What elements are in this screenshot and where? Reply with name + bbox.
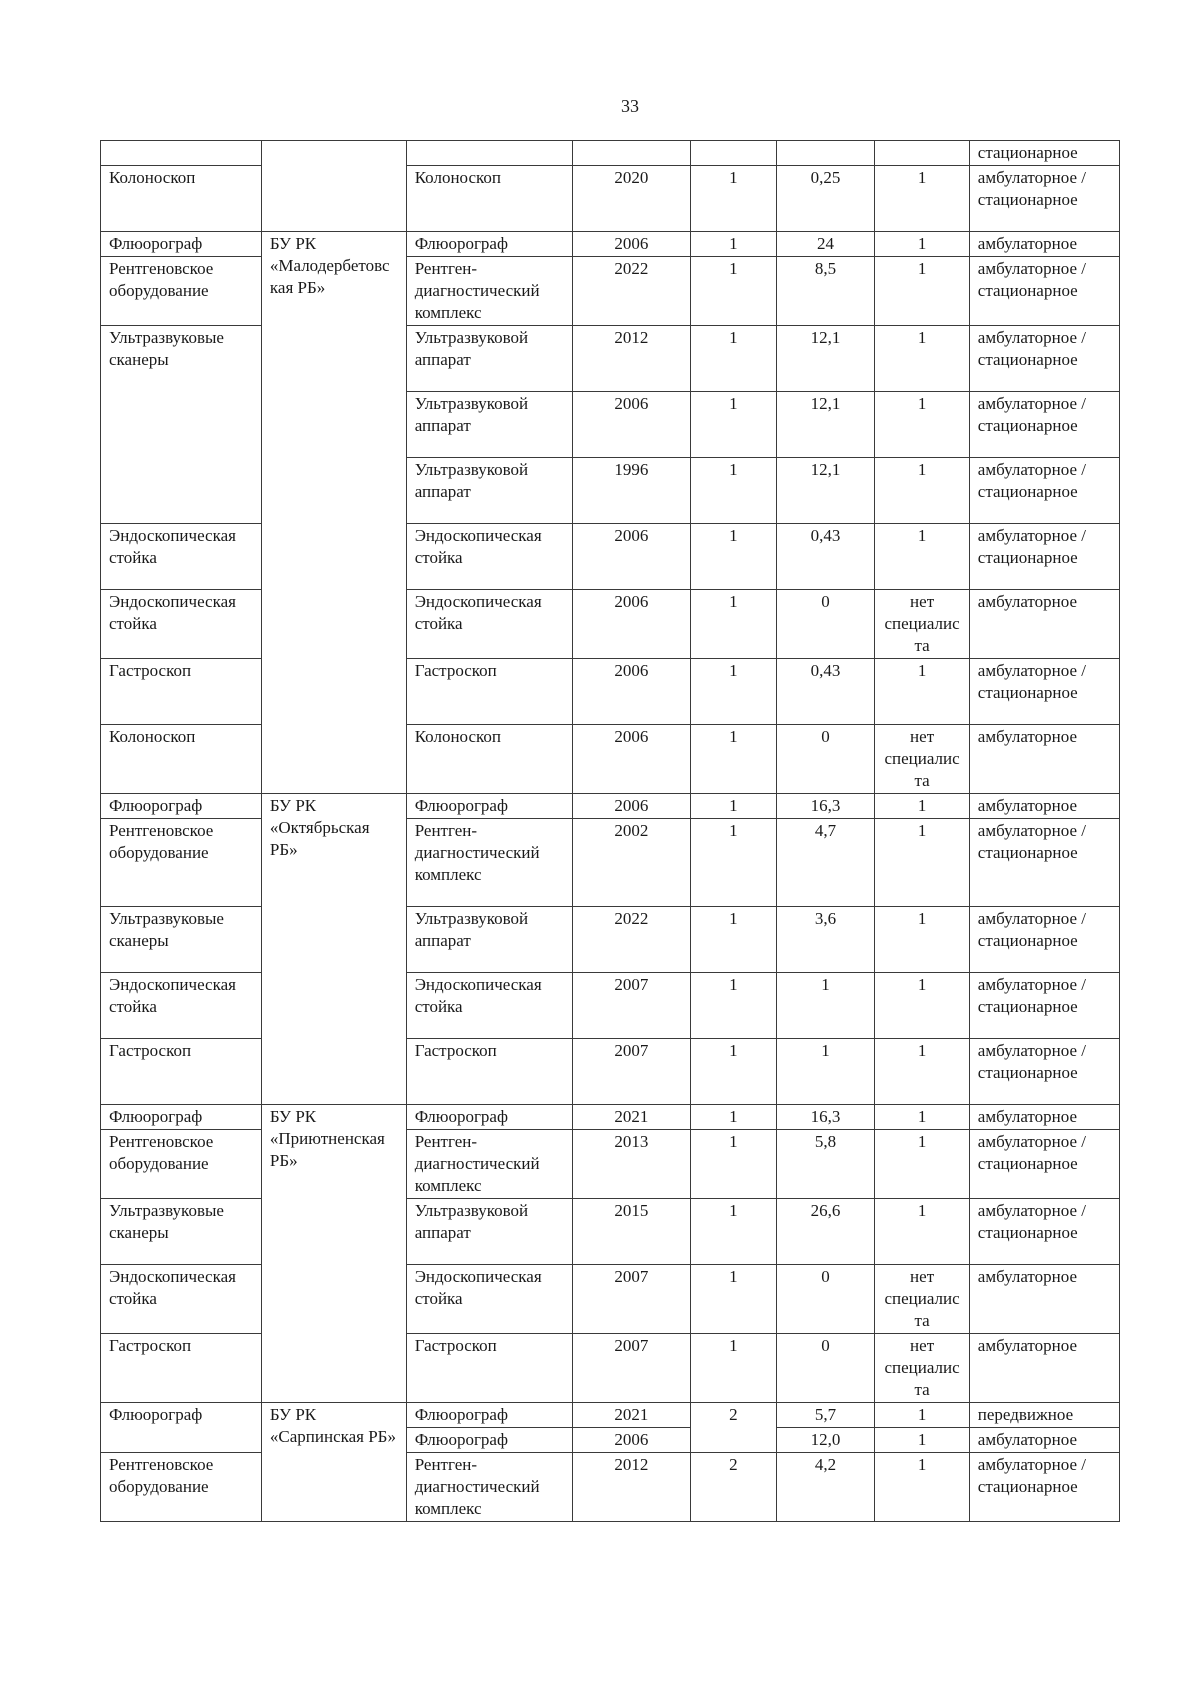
year-cell: 2006 (572, 659, 690, 725)
table-row (101, 524, 1120, 590)
load-cell: 0 (776, 590, 875, 659)
device-name-cell: Эндоскопическая стойка (406, 1265, 572, 1334)
year-cell: 2012 (572, 326, 690, 392)
load-cell: 1 (776, 973, 875, 1039)
device-name-cell: Рентген-диагностический комплекс (406, 1130, 572, 1199)
load-cell: 0 (776, 1265, 875, 1334)
quantity-cell: 2 (690, 1453, 776, 1522)
device-name-cell: Флюорограф (406, 232, 572, 257)
quantity-cell: 1 (690, 1265, 776, 1334)
usage-mode-cell: амбулаторное / стационарное (969, 1039, 1119, 1105)
equipment-type-cell: Рентгеновское оборудование (101, 257, 262, 326)
equipment-type-cell: Рентгеновское оборудование (101, 1453, 262, 1522)
usage-mode-cell: амбулаторное (969, 1105, 1119, 1130)
year-cell: 2006 (572, 794, 690, 819)
quantity-cell: 2 (690, 1403, 776, 1453)
equipment-type-cell: Колоноскоп (101, 725, 262, 794)
table-row (101, 590, 1120, 659)
device-name-cell: Колоноскоп (406, 725, 572, 794)
page-number: 33 (621, 96, 639, 116)
device-name-cell: Ультразвуковой аппарат (406, 907, 572, 973)
device-name-cell: Ультразвуковой аппарат (406, 326, 572, 392)
year-cell: 2021 (572, 1105, 690, 1130)
table-row (101, 1453, 1120, 1522)
device-name-cell: Флюорограф (406, 1428, 572, 1453)
usage-mode-cell: амбулаторное / стационарное (969, 1453, 1119, 1522)
quantity-cell: 1 (690, 590, 776, 659)
specialist-cell: 1 (875, 1039, 969, 1105)
usage-mode-cell: передвижное (969, 1403, 1119, 1428)
specialist-cell (875, 141, 969, 166)
load-cell: 0,25 (776, 166, 875, 232)
load-cell: 0 (776, 725, 875, 794)
usage-mode-cell: амбулаторное (969, 1428, 1119, 1453)
equipment-type-cell: Флюорограф (101, 232, 262, 257)
load-cell: 5,7 (776, 1403, 875, 1428)
load-cell: 12,1 (776, 458, 875, 524)
year-cell: 2007 (572, 1334, 690, 1403)
specialist-cell: 1 (875, 1453, 969, 1522)
table-row (101, 1403, 1120, 1428)
year-cell: 2006 (572, 1428, 690, 1453)
year-cell: 2006 (572, 590, 690, 659)
quantity-cell: 1 (690, 166, 776, 232)
usage-mode-cell: амбулаторное / стационарное (969, 166, 1119, 232)
equipment-type-cell: Эндоскопическая стойка (101, 973, 262, 1039)
usage-mode-cell: амбулаторное (969, 1265, 1119, 1334)
specialist-cell: 1 (875, 1130, 969, 1199)
device-name-cell: Флюорограф (406, 794, 572, 819)
usage-mode-cell: стационарное (969, 141, 1119, 166)
table-row (101, 659, 1120, 725)
usage-mode-cell: амбулаторное (969, 590, 1119, 659)
quantity-cell: 1 (690, 794, 776, 819)
equipment-type-cell: Рентгеновское оборудование (101, 1130, 262, 1199)
device-name-cell: Ультразвуковой аппарат (406, 1199, 572, 1265)
year-cell: 2020 (572, 166, 690, 232)
quantity-cell (690, 141, 776, 166)
quantity-cell: 1 (690, 524, 776, 590)
device-name-cell: Ультразвуковой аппарат (406, 392, 572, 458)
device-name-cell: Флюорограф (406, 1403, 572, 1428)
load-cell: 4,2 (776, 1453, 875, 1522)
specialist-cell: 1 (875, 973, 969, 1039)
quantity-cell: 1 (690, 458, 776, 524)
specialist-cell: 1 (875, 907, 969, 973)
quantity-cell: 1 (690, 392, 776, 458)
quantity-cell: 1 (690, 1130, 776, 1199)
equipment-type-cell: Эндоскопическая стойка (101, 1265, 262, 1334)
year-cell: 2007 (572, 1265, 690, 1334)
quantity-cell: 1 (690, 1199, 776, 1265)
year-cell: 2006 (572, 725, 690, 794)
year-cell: 2002 (572, 819, 690, 907)
specialist-cell: 1 (875, 326, 969, 392)
device-name-cell: Колоноскоп (406, 166, 572, 232)
specialist-cell: нет специалиста (875, 725, 969, 794)
specialist-cell: 1 (875, 524, 969, 590)
usage-mode-cell: амбулаторное / стационарное (969, 524, 1119, 590)
specialist-cell: нет специалиста (875, 1265, 969, 1334)
specialist-cell: 1 (875, 1403, 969, 1428)
organization-cell: БУ РК «Малодербетовская РБ» (261, 232, 406, 794)
year-cell: 2007 (572, 1039, 690, 1105)
equipment-type-cell: Эндоскопическая стойка (101, 590, 262, 659)
device-name-cell: Рентген-диагностический комплекс (406, 257, 572, 326)
quantity-cell: 1 (690, 973, 776, 1039)
quantity-cell: 1 (690, 1039, 776, 1105)
load-cell: 0,43 (776, 524, 875, 590)
load-cell: 12,1 (776, 392, 875, 458)
quantity-cell: 1 (690, 725, 776, 794)
quantity-cell: 1 (690, 257, 776, 326)
device-name-cell (406, 141, 572, 166)
specialist-cell: 1 (875, 232, 969, 257)
specialist-cell: 1 (875, 257, 969, 326)
table-row (101, 166, 1120, 232)
load-cell: 8,5 (776, 257, 875, 326)
equipment-table (100, 140, 1120, 1522)
load-cell: 0,43 (776, 659, 875, 725)
year-cell: 2006 (572, 524, 690, 590)
quantity-cell: 1 (690, 907, 776, 973)
usage-mode-cell: амбулаторное / стационарное (969, 819, 1119, 907)
load-cell: 16,3 (776, 1105, 875, 1130)
usage-mode-cell: амбулаторное / стационарное (969, 659, 1119, 725)
device-name-cell: Рентген-диагностический комплекс (406, 1453, 572, 1522)
usage-mode-cell: амбулаторное / стационарное (969, 257, 1119, 326)
specialist-cell: 1 (875, 458, 969, 524)
table-row (101, 1265, 1120, 1334)
year-cell: 2015 (572, 1199, 690, 1265)
specialist-cell: 1 (875, 659, 969, 725)
usage-mode-cell: амбулаторное (969, 1334, 1119, 1403)
specialist-cell: нет специалиста (875, 1334, 969, 1403)
device-name-cell: Эндоскопическая стойка (406, 973, 572, 1039)
table-row (101, 1199, 1120, 1265)
year-cell: 2021 (572, 1403, 690, 1428)
usage-mode-cell: амбулаторное (969, 794, 1119, 819)
table-row (101, 1334, 1120, 1403)
specialist-cell: 1 (875, 166, 969, 232)
load-cell: 26,6 (776, 1199, 875, 1265)
load-cell: 1 (776, 1039, 875, 1105)
equipment-type-cell: Рентгеновское оборудование (101, 819, 262, 907)
load-cell: 3,6 (776, 907, 875, 973)
table-row (101, 232, 1120, 257)
table-row (101, 141, 1120, 166)
equipment-type-cell: Ультразвуковые сканеры (101, 1199, 262, 1265)
equipment-type-cell: Эндоскопическая стойка (101, 524, 262, 590)
specialist-cell: 1 (875, 819, 969, 907)
quantity-cell: 1 (690, 232, 776, 257)
usage-mode-cell: амбулаторное (969, 725, 1119, 794)
year-cell: 2012 (572, 1453, 690, 1522)
specialist-cell: 1 (875, 1199, 969, 1265)
year-cell (572, 141, 690, 166)
load-cell: 0 (776, 1334, 875, 1403)
table-row (101, 973, 1120, 1039)
quantity-cell: 1 (690, 819, 776, 907)
load-cell: 5,8 (776, 1130, 875, 1199)
device-name-cell: Рентген-диагностический комплекс (406, 819, 572, 907)
load-cell: 12,0 (776, 1428, 875, 1453)
organization-cell (261, 141, 406, 232)
equipment-type-cell: Гастроскоп (101, 659, 262, 725)
table-row (101, 1039, 1120, 1105)
year-cell: 1996 (572, 458, 690, 524)
year-cell: 2013 (572, 1130, 690, 1199)
table-row (101, 794, 1120, 819)
year-cell: 2006 (572, 232, 690, 257)
table-row (101, 257, 1120, 326)
specialist-cell: 1 (875, 392, 969, 458)
usage-mode-cell: амбулаторное / стационарное (969, 1199, 1119, 1265)
equipment-type-cell: Флюорограф (101, 1105, 262, 1130)
table-row (101, 907, 1120, 973)
organization-cell: БУ РК «Октябрьская РБ» (261, 794, 406, 1105)
year-cell: 2022 (572, 257, 690, 326)
specialist-cell: 1 (875, 794, 969, 819)
load-cell: 4,7 (776, 819, 875, 907)
table-row (101, 326, 1120, 392)
organization-cell: БУ РК «Сарпинская РБ» (261, 1403, 406, 1522)
quantity-cell: 1 (690, 1105, 776, 1130)
year-cell: 2007 (572, 973, 690, 1039)
table-row (101, 725, 1120, 794)
year-cell: 2022 (572, 907, 690, 973)
load-cell: 12,1 (776, 326, 875, 392)
device-name-cell: Гастроскоп (406, 659, 572, 725)
usage-mode-cell: амбулаторное / стационарное (969, 973, 1119, 1039)
device-name-cell: Ультразвуковой аппарат (406, 458, 572, 524)
equipment-type-cell: Гастроскоп (101, 1039, 262, 1105)
equipment-type-cell: Флюорограф (101, 1403, 262, 1453)
equipment-type-cell: Колоноскоп (101, 166, 262, 232)
equipment-type-cell (101, 141, 262, 166)
load-cell: 16,3 (776, 794, 875, 819)
quantity-cell: 1 (690, 1334, 776, 1403)
usage-mode-cell: амбулаторное / стационарное (969, 907, 1119, 973)
device-name-cell: Гастроскоп (406, 1334, 572, 1403)
specialist-cell: 1 (875, 1428, 969, 1453)
device-name-cell: Эндоскопическая стойка (406, 590, 572, 659)
device-name-cell: Флюорограф (406, 1105, 572, 1130)
specialist-cell: нет специалиста (875, 590, 969, 659)
organization-cell: БУ РК «Приютненская РБ» (261, 1105, 406, 1403)
table-row (101, 1105, 1120, 1130)
device-name-cell: Эндоскопическая стойка (406, 524, 572, 590)
year-cell: 2006 (572, 392, 690, 458)
quantity-cell: 1 (690, 326, 776, 392)
equipment-type-cell: Флюорограф (101, 794, 262, 819)
device-name-cell: Гастроскоп (406, 1039, 572, 1105)
table-row (101, 1130, 1120, 1199)
usage-mode-cell: амбулаторное / стационарное (969, 392, 1119, 458)
usage-mode-cell: амбулаторное (969, 232, 1119, 257)
specialist-cell: 1 (875, 1105, 969, 1130)
load-cell (776, 141, 875, 166)
usage-mode-cell: амбулаторное / стационарное (969, 326, 1119, 392)
quantity-cell: 1 (690, 659, 776, 725)
equipment-type-cell: Ультразвуковые сканеры (101, 907, 262, 973)
equipment-type-cell: Ультразвуковые сканеры (101, 326, 262, 524)
table-row (101, 819, 1120, 907)
equipment-type-cell: Гастроскоп (101, 1334, 262, 1403)
usage-mode-cell: амбулаторное / стационарное (969, 1130, 1119, 1199)
load-cell: 24 (776, 232, 875, 257)
usage-mode-cell: амбулаторное / стационарное (969, 458, 1119, 524)
